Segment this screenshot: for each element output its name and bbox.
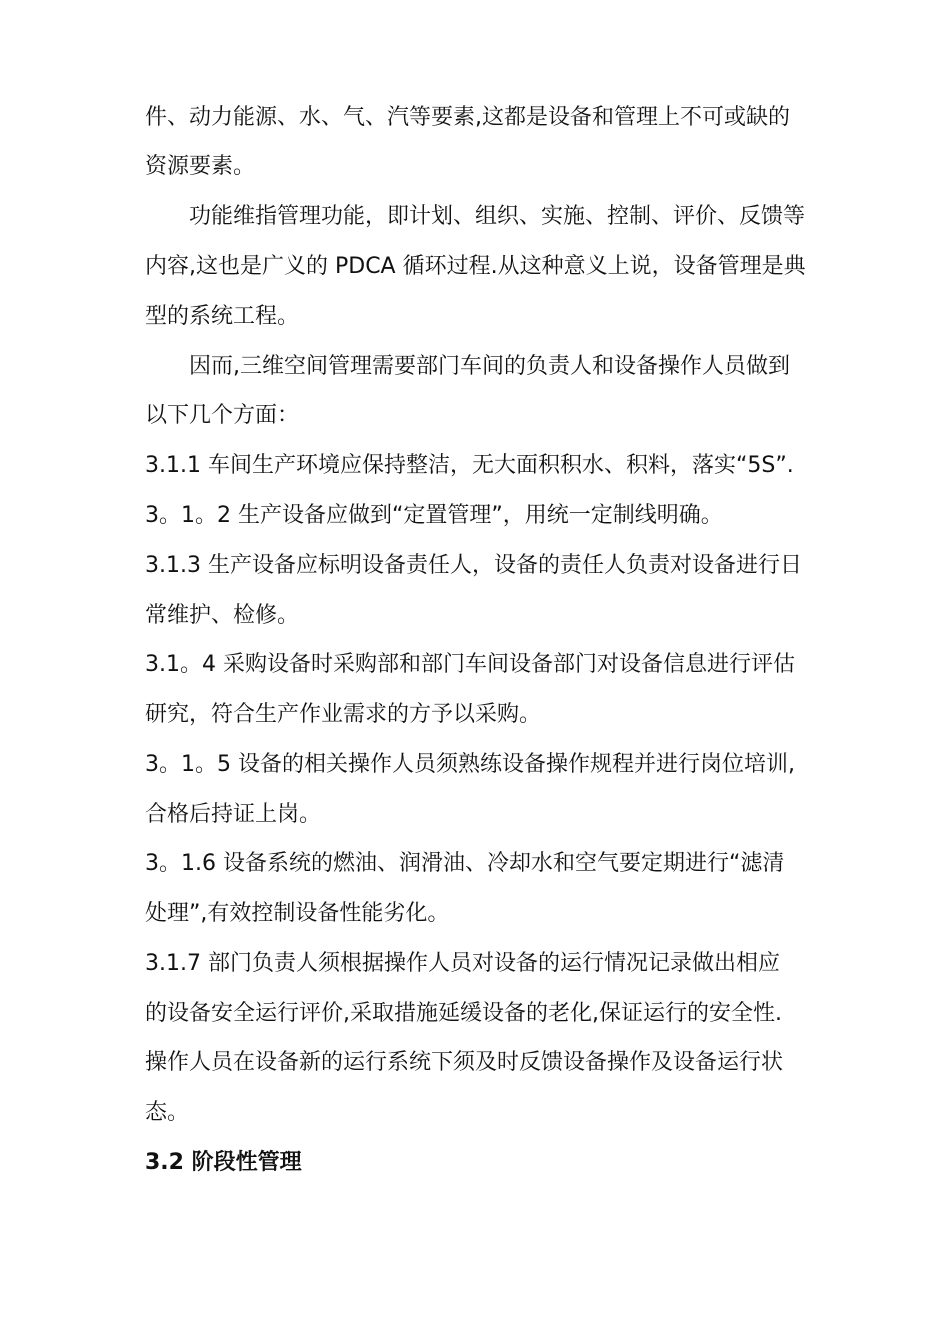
text-line: 的设备安全运行评价,采取措施延缓设备的老化,保证运行的安全性. (145, 1001, 782, 1026)
list-item-3-1-7: 3.1.7 部门负责人须根据操作人员对设备的运行情况记录做出相应 (145, 951, 780, 976)
text-line: 常维护、检修。 (145, 603, 300, 628)
list-item-3-1-2: 3。1。2 生产设备应做到“定置管理”，用统一定制线明确。 (145, 503, 723, 528)
text-line: 态。 (145, 1100, 190, 1125)
text-line: 合格后持证上岗。 (145, 802, 322, 827)
list-item-3-1-1: 3.1.1 车间生产环境应保持整洁，无大面积积水、积料，落实“5S”. (145, 453, 794, 478)
section-heading: 3.2 阶段性管理 (145, 1150, 302, 1175)
text-line: 件、动力能源、水、气、汽等要素,这都是设备和管理上不可或缺的 (145, 105, 790, 130)
paragraph-first-line: 功能维指管理功能，即计划、组织、实施、控制、评价、反馈等 (189, 204, 806, 229)
list-item-3-1-3: 3.1.3 生产设备应标明设备责任人，设备的责任人负责对设备进行日 (145, 553, 802, 578)
paragraph-first-line: 因而,三维空间管理需要部门车间的负责人和设备操作人员做到 (189, 354, 790, 379)
list-item-3-1-5: 3。1。5 设备的相关操作人员须熟练设备操作规程并进行岗位培训, (145, 752, 795, 777)
text-line: 内容,这也是广义的 PDCA 循环过程.从这种意义上说，设备管理是典 (145, 254, 806, 279)
list-item-3-1-4: 3.1。4 采购设备时采购部和部门车间设备部门对设备信息进行评估 (145, 652, 795, 677)
text-line: 研究，符合生产作业需求的方予以采购。 (145, 702, 542, 727)
text-line: 操作人员在设备新的运行系统下须及时反馈设备操作及设备运行状 (145, 1050, 784, 1075)
text-line: 以下几个方面： (145, 403, 300, 428)
list-item-3-1-6: 3。1.6 设备系统的燃油、润滑油、冷却水和空气要定期进行“滤清 (145, 851, 785, 876)
text-line: 资源要素。 (145, 154, 256, 179)
text-line: 型的系统工程。 (145, 304, 300, 329)
text-line: 处理”,有效控制设备性能劣化。 (145, 901, 450, 926)
